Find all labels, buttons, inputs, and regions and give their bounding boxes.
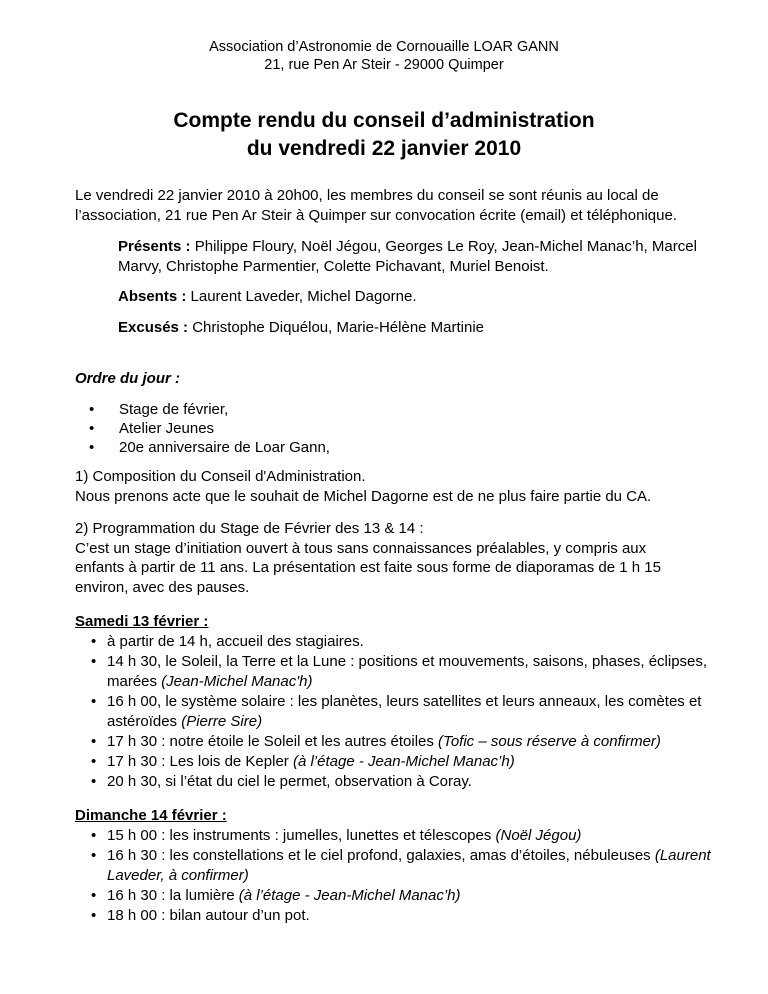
speaker-note: (Jean-Michel Manac'h)	[161, 672, 313, 690]
section-1	[75, 467, 705, 506]
sunday-section	[75, 806, 715, 926]
section-2-text: C’est un stage d’initiation ouvert à tous sans connaissances préalables, y compris aux enfants à partir de 11 ans. La présentation est faite sous forme de diaporamas de 1 h 15 environ, avec des pauses.	[75, 539, 661, 596]
title-line-2: du vendredi 22 janvier 2010	[246, 137, 522, 160]
agenda-item: • 20e anniversaire de Loar Gann,	[75, 438, 705, 457]
excuses-list: Christophe Diquélou, Marie-Hélène Martinie	[192, 319, 485, 336]
agenda-list	[75, 400, 705, 457]
agenda-heading: Ordre du jour :	[75, 370, 180, 387]
presents-list: Philippe Floury, Noël Jégou, Georges Le Roy, Jean-Michel Manac’h, Marcel Marvy, Christophe Parmentier, Colette Pichavant, Muriel Benoist.	[118, 238, 697, 275]
section-2	[75, 519, 705, 597]
schedule-item: • 17 h 30 : Les lois de Kepler (à l’étage - Jean-Michel Manac’h)	[75, 752, 715, 772]
absents-paragraph	[118, 287, 708, 307]
schedule-item: • 18 h 00 : bilan autour d’un pot.	[75, 906, 715, 926]
speaker-note: (Pierre Sire)	[181, 712, 263, 730]
speaker-note: (à l’étage - Jean-Michel Manac’h)	[292, 752, 515, 770]
schedule-item: • 16 h 00, le système solaire : les planètes, leurs satellites et leurs anneaux, les comètes et astéroïdes (Pierre Sire)	[75, 692, 715, 732]
schedule-item: • 16 h 30 : les constellations et le ciel profond, galaxies, amas d’étoiles, nébuleuses (Laurent Laveder, à confirmer)	[75, 846, 715, 886]
speaker-note: (Laurent Laveder, à confirmer)	[107, 846, 711, 884]
presents-label: Présents :	[118, 238, 191, 255]
agenda-item: • Stage de février,	[75, 400, 705, 419]
org-name: Association d’Astronomie de Cornouaille LOAR GANN	[209, 39, 559, 55]
presents-paragraph	[118, 237, 708, 276]
saturday-heading: Samedi 13 février :	[75, 613, 209, 630]
organization-header	[0, 38, 768, 74]
schedule-item: • 20 h 30, si l’état du ciel le permet, observation à Coray.	[75, 772, 715, 792]
speaker-note: (Noël Jégou)	[495, 826, 582, 844]
section-2-heading: 2) Programmation du Stage de Février des 13 & 14 :	[75, 520, 424, 537]
schedule-item: • 16 h 30 : la lumière (à l’étage - Jean-Michel Manac’h)	[75, 886, 715, 906]
absents-label: Absents :	[118, 288, 187, 305]
agenda-item: • Atelier Jeunes	[75, 419, 705, 438]
speaker-note: (à l’étage - Jean-Michel Manac’h)	[238, 886, 461, 904]
speaker-note: (Tofic – sous réserve à confirmer)	[438, 732, 661, 750]
excuses-paragraph	[118, 318, 708, 338]
title-line-1: Compte rendu du conseil d’administration	[173, 109, 595, 132]
sunday-heading: Dimanche 14 février :	[75, 807, 227, 824]
schedule-item: • 14 h 30, le Soleil, la Terre et la Lune : positions et mouvements, saisons, phases, éclipses, marées (Jean-Michel Manac'h)	[75, 652, 715, 692]
section-1-text: Nous prenons acte que le souhait de Michel Dagorne est de ne plus faire partie du CA.	[75, 487, 652, 505]
absents-list: Laurent Laveder, Michel Dagorne.	[190, 288, 417, 305]
section-1-heading: 1) Composition du Conseil d'Administration.	[75, 468, 366, 485]
saturday-section	[75, 612, 715, 792]
excuses-label: Excusés :	[118, 319, 189, 336]
org-address: 21, rue Pen Ar Steir - 29000 Quimper	[264, 57, 504, 73]
document-title	[0, 107, 768, 163]
schedule-item: • 15 h 00 : les instruments : jumelles, lunettes et télescopes (Noël Jégou)	[75, 826, 715, 846]
schedule-item: • 17 h 30 : notre étoile le Soleil et les autres étoiles (Tofic – sous réserve à confirmer)	[75, 732, 715, 752]
intro-paragraph: Le vendredi 22 janvier 2010 à 20h00, les membres du conseil se sont réunis au local de l’association, 21 rue Pen Ar Steir à Quimper sur convocation écrite (email) et téléphonique.	[75, 187, 677, 224]
schedule-item: • à partir de 14 h, accueil des stagiaires.	[75, 632, 715, 652]
